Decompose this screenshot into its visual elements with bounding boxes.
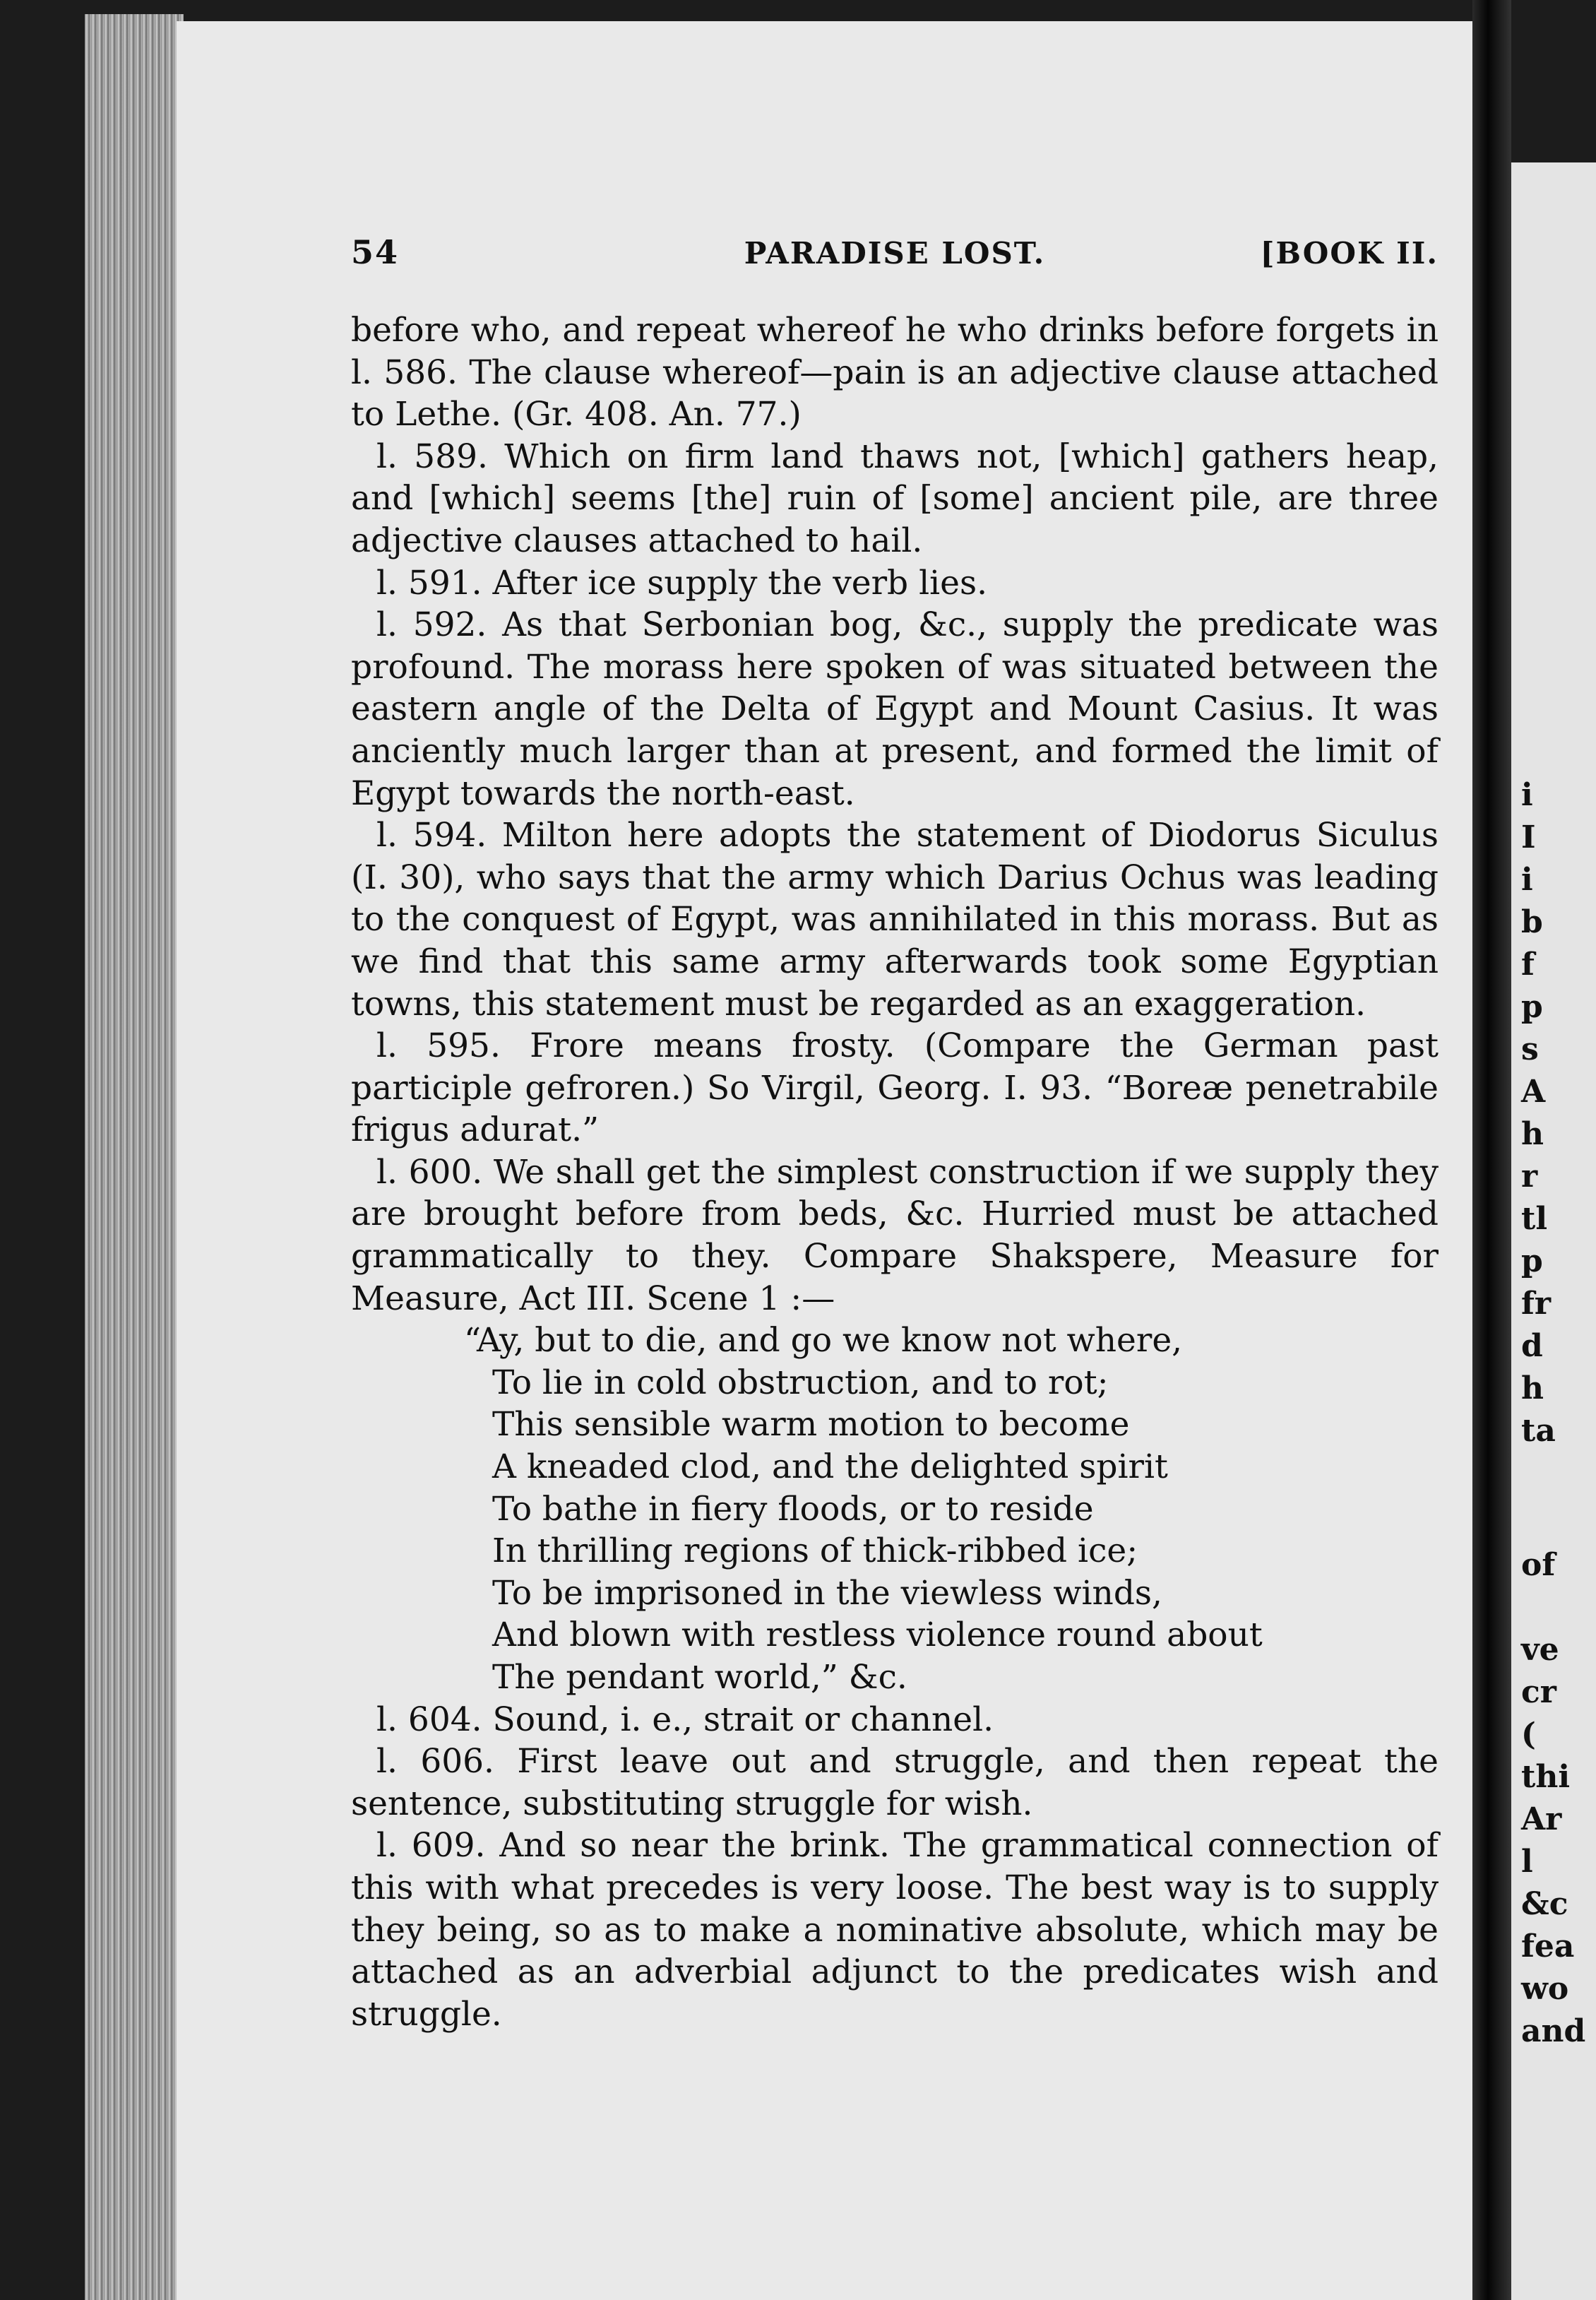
- page-number: 54: [351, 233, 400, 271]
- next-page-fragment: p: [1521, 989, 1543, 1025]
- next-page-fragment: and: [1521, 2013, 1586, 2049]
- next-page-fragment: p: [1521, 1243, 1543, 1279]
- next-page-fragment: of: [1521, 1547, 1556, 1583]
- next-page-fragment: wo: [1521, 1971, 1569, 2007]
- page-header: [351, 233, 1439, 275]
- next-page-fragment: i: [1521, 862, 1533, 898]
- next-page-fragment: I: [1521, 819, 1536, 855]
- next-page-fragment: Ar: [1521, 1801, 1562, 1837]
- note-paragraph: l. 609. And so near the brink. The grammatical connection of this with what precedes is very loose. The best way is to supply they being, so as to make a nominative absolute, which may be attached as an adverbial adjunct to the predicates wish and struggle.: [351, 1826, 1439, 2034]
- quote-line: To bathe in fiery floods, or to reside: [492, 1489, 1094, 1529]
- note-paragraph: l. 604. Sound, i. e., strait or channel.: [376, 1700, 994, 1739]
- quote-line: To lie in cold obstruction, and to rot;: [492, 1363, 1109, 1402]
- next-page-fragment: ta: [1521, 1413, 1556, 1449]
- book-gutter: [1472, 0, 1511, 2300]
- running-title: PARADISE LOST.: [744, 236, 1046, 271]
- note-paragraph: l. 606. First leave out and struggle, and then repeat the sentence, substituting struggle for wish.: [351, 1742, 1439, 1823]
- next-page-fragment: d: [1521, 1328, 1543, 1364]
- next-page-fragment: ve: [1521, 1632, 1559, 1668]
- next-page-fragment: s: [1521, 1031, 1539, 1067]
- shakespeare-quotation: [351, 1320, 1439, 1698]
- note-paragraph: l. 592. As that Serbonian bog, &c., supply the predicate was profound. The morass here spoken of was situated between the eastern angle of the Delta of Egypt and Mount Casius. It was anciently much larger than at present, and formed the limit of Egypt towards the north-east.: [351, 605, 1439, 813]
- next-page-fragment: A: [1521, 1074, 1546, 1110]
- quote-line: This sensible warm motion to become: [492, 1405, 1130, 1445]
- note-paragraph: l. 594. Milton here adopts the statement of Diodorus Siculus (I. 30), who says that the army which Darius Ochus was leading to the conquest of Egypt, was annihilated in this morass. But as we find that this same army afterwards took some Egyptian towns, this statement must be regarded as an exaggeration.: [351, 816, 1439, 1024]
- quote-line: The pendant world,” &c.: [492, 1658, 907, 1697]
- body-text: [351, 309, 1439, 2035]
- note-paragraph: l. 591. After ice supply the verb lies.: [376, 563, 988, 603]
- next-page-fragment: l: [1521, 1844, 1533, 1880]
- next-page-fragment: i: [1521, 777, 1533, 813]
- note-paragraph: l. 600. We shall get the simplest construction if we supply they are brought before from beds, &c. Hurried must be attached grammatically to they. Compare Shakspere, Measure for Measure, Act III. Scene 1 :—: [351, 1152, 1439, 1318]
- note-paragraph: l. 595. Frore means frosty. (Compare the German past participle gefroren.) So Virgil, Georg. I. 93. “Boreæ penetrabile frigus adurat.”: [351, 1026, 1439, 1150]
- page-edges-stack: [85, 14, 184, 2300]
- quote-line: “Ay, but to die, and go we know not where,: [464, 1321, 1183, 1361]
- quote-line: In thrilling regions of thick-ribbed ice;: [492, 1531, 1138, 1571]
- quote-line: To be imprisoned in the viewless winds,: [492, 1573, 1162, 1613]
- next-page-fragment: tl: [1521, 1201, 1548, 1237]
- next-page-fragment: fr: [1521, 1286, 1552, 1322]
- next-page-fragment: cr: [1521, 1674, 1556, 1710]
- note-paragraph: l. 589. Which on firm land thaws not, [which] gathers heap, and [which] seems [the] ruin of [some] ancient pile, are three adjective clauses attached to hail.: [351, 437, 1439, 560]
- note-paragraph: before who, and repeat whereof he who drinks before forgets in l. 586. The clause whereof—pain is an adjective clause attached to Lethe. (Gr. 408. An. 77.): [351, 311, 1439, 434]
- next-page-fragment: thi: [1521, 1759, 1571, 1795]
- next-page-fragment: f: [1521, 947, 1535, 983]
- next-page-fragment: h: [1521, 1370, 1544, 1406]
- quote-line: And blown with restless violence round about: [492, 1616, 1263, 1655]
- book-label: [BOOK II.: [1260, 236, 1439, 271]
- next-page-fragment: (: [1521, 1717, 1536, 1753]
- next-page-fragment: h: [1521, 1116, 1544, 1152]
- page-right-edge: [1511, 162, 1596, 2300]
- next-page-fragment: &c: [1521, 1886, 1568, 1922]
- next-page-fragment: fea: [1521, 1928, 1575, 1964]
- next-page-fragment: b: [1521, 904, 1543, 940]
- next-page-fragment: r: [1521, 1158, 1538, 1195]
- quote-line: A kneaded clod, and the delighted spirit: [492, 1447, 1168, 1487]
